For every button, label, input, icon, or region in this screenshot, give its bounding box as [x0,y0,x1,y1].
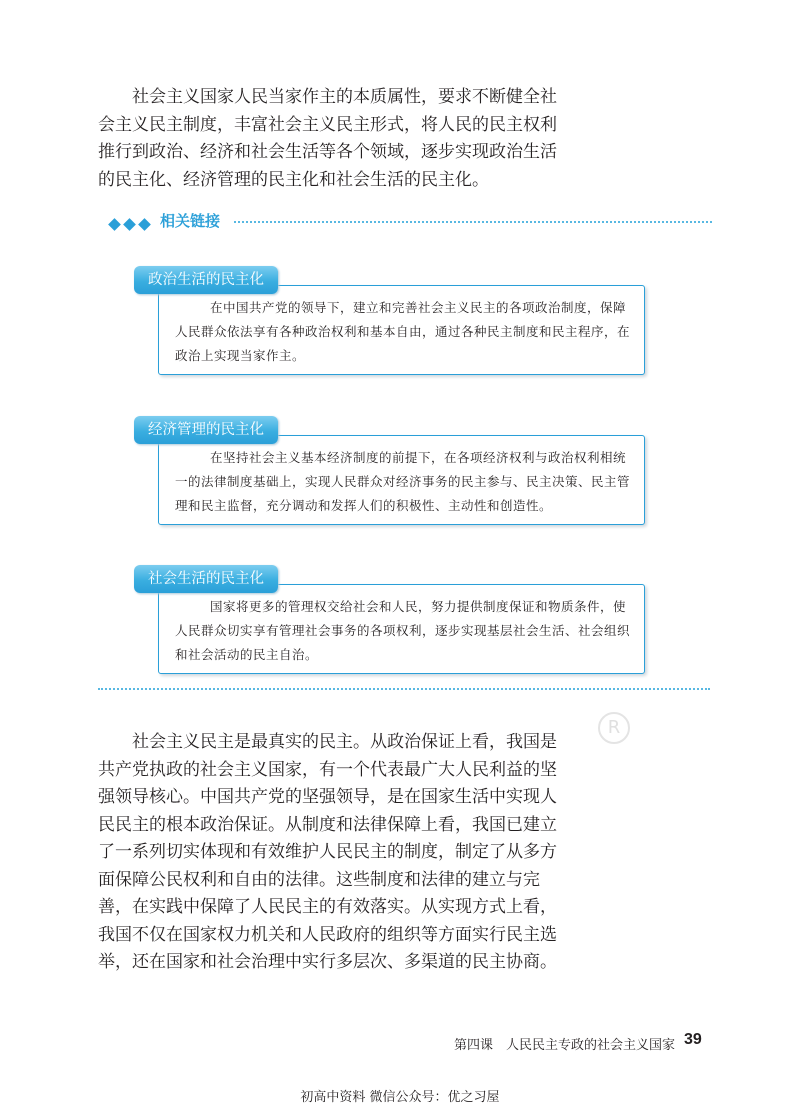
info-box-text: 国家将更多的管理权交给社会和人民，努力提供制度保证和物质条件，使人民群众切实享有管理社会事务的各项权利，逐步实现基层社会生活、社会组织和社会活动的民主自治。 [175,599,631,662]
related-links-header [110,208,710,234]
intro-paragraph: 社会主义国家人民当家作主的本质属性，要求不断健全社会主义民主制度，丰富社会主义民主形式，将人民的民主权利推行到政治、经济和社会生活等各个领域，逐步实现政治生活的民主化、经济管理的民主化和社会生活的民主化。 [98,87,557,190]
info-box-tag: 经济管理的民主化 [134,416,278,444]
bottom-credit: 初高中资料 微信公众号：优之习屋 [300,1090,500,1105]
dotted-divider [98,688,710,690]
dotted-divider [234,221,712,223]
diamond-bullets-icon [110,214,155,233]
main-paragraph: 社会主义民主是最真实的民主。从政治保证上看，我国是共产党执政的社会主义国家，有一个代表最广大人民利益的坚强领导核心。中国共产党的坚强领导，是在国家生活中实现人民民主的根本政治保证。从制度和法律保障上看，我国已建立了一系列切实体现和有效维护人民民主的制度，制定了从多方面保障公民权利和自由的法律。这些制度和法律的建立与完善，在实践中保障了人民民主的有效落实。从实现方式上看，我国不仅在国家权力机关和人民政府的组织等方面实行民主选举，还在国家和社会治理中实行多层次、多渠道的民主协商。 [98,732,557,972]
info-box-tag: 社会生活的民主化 [134,565,278,593]
info-box-tag: 政治生活的民主化 [134,266,278,294]
info-box-text: 在中国共产党的领导下，建立和完善社会主义民主的各项政治制度，保障人民群众依法享有各种政治权利和基本自由，通过各种民主制度和民主程序，在政治上实现当家作主。 [175,300,631,363]
chapter-label: 第四课 人民民主专政的社会主义国家 [454,1038,676,1053]
related-links-title: 相关链接 [160,212,221,230]
page-number: 39 [684,1031,702,1048]
info-box-text: 在坚持社会主义基本经济制度的前提下，在各项经济权利与政治权利相统一的法律制度基础上，实现人民群众对经济事务的民主参与、民主决策、民主管理和民主监督，充分调动和发挥人们的积极性、主动性和创造性。 [175,450,631,513]
registered-mark-icon: R [598,712,630,744]
info-box-political [158,285,645,375]
info-box-economic [158,435,645,525]
info-box-social [158,584,645,674]
